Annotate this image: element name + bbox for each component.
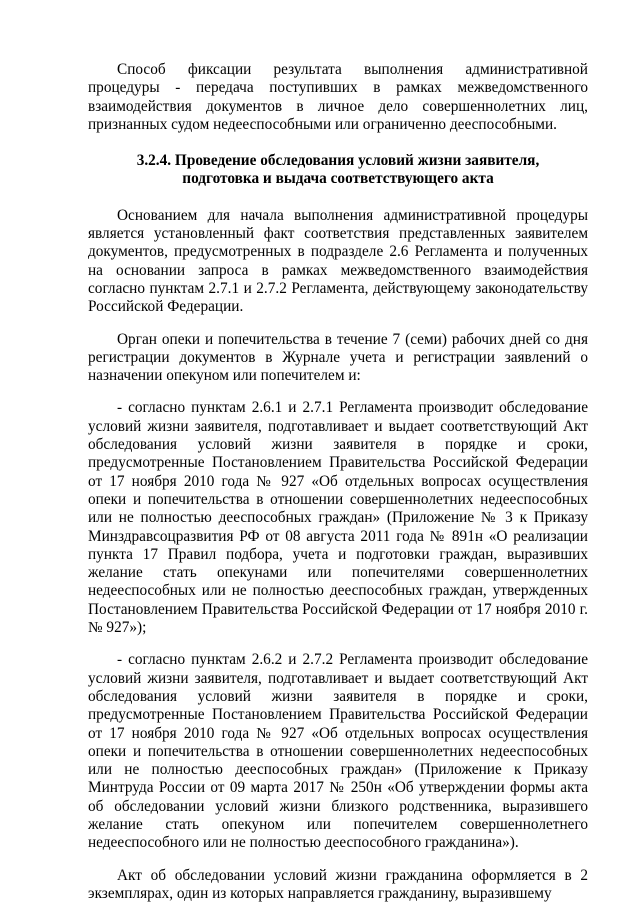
paragraph-list-item-2: - согласно пунктам 2.6.2 и 2.7.2 Регламента производит обследование условий жизни заявителя, подготавливает и выдает соответствующий Акт обследования условий жизни заявителя в порядке и сроки, предусмотренные Постановлением Правительства Российской Федерации от 17 ноября 2010 года № 927 «Об отдельных вопросах осуществления опеки и попечительства в отношении совершеннолетних недееспособных или не полностью дееспособных граждан» (Приложение к Приказу Минтруда России от 09 марта 2017 № 250н «Об утверждении формы акта об обследовании условий жизни близкого родственника, выразившего желание стать опекуном или попечителем совершеннолетнего недееспособного или не полностью дееспособного гражданина»). xyxy=(88,651,588,852)
paragraph-act-copies: Акт об обследовании условий жизни гражданина оформляется в 2 экземплярах, один из которых направляется гражданину, выразившему xyxy=(88,866,588,902)
paragraph-fixation-method: Способ фиксации результата выполнения административной процедуры - передача поступивших в рамках межведомственного взаимодействия документов в личное дело совершеннолетних лиц, признанных судом недееспособными или ограниченно дееспособными. xyxy=(88,61,588,133)
paragraph-basis: Основанием для начала выполнения административной процедуры является установленный факт соответствия представленных заявителем документов, предусмотренных в подразделе 2.6 Регламента и полученных на основании запроса в рамках межведомственного взаимодействия согласно пунктам 2.7.1 и 2.7.2 Регламента, действующему законодательству Российской Федерации. xyxy=(88,206,588,316)
paragraph-list-item-1: - согласно пунктам 2.6.1 и 2.7.1 Регламента производит обследование условий жизни заявителя, подготавливает и выдает соответствующий Акт обследования условий жизни заявителя в порядке и сроки, предусмотренные Постановлением Правительства Российской Федерации от 17 ноября 2010 года № 927 «Об отдельных вопросах осуществления опеки и попечительства в отношении совершеннолетних недееспособных или не полностью дееспособных граждан» (Приложение № 3 к Приказу Минздравсоцразвития РФ от 08 августа 2011 года № 891н «О реализации пункта 17 Правил подбора, учета и подготовки граждан, выразивших желание стать опекунами или попечителями совершеннолетних недееспособных или не полностью дееспособных граждан, утвержденных Постановлением Правительства Российской Федерации от 17 ноября 2010 г. № 927»); xyxy=(88,399,588,637)
section-heading: 3.2.4. Проведение обследования условий жизни заявителя, подготовка и выдача соответствующего акта xyxy=(136,152,540,188)
paragraph-guardianship-body: Орган опеки и попечительства в течение 7 (семи) рабочих дней со дня регистрации документов в Журнале учета и регистрации заявлений о назначении опекуном или попечителем и: xyxy=(88,330,588,385)
document-page xyxy=(88,61,588,903)
